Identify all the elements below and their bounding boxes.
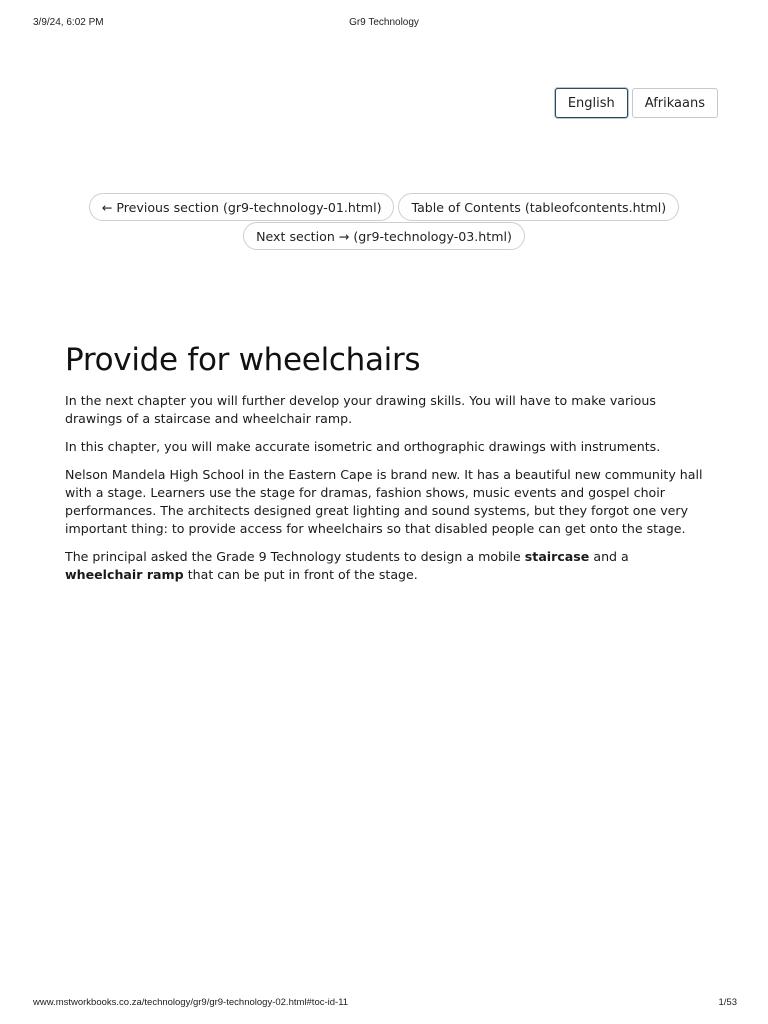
principal-paragraph [65, 548, 710, 584]
print-url: www.mstworkbooks.co.za/technology/gr9/gr9-technology-02.html#toc-id-11 [33, 997, 349, 1008]
chapter-paragraph: In this chapter, you will make accurate isometric and orthographic drawings with instruments. [65, 439, 661, 454]
staircase-term: staircase [524, 549, 590, 564]
next-section-link[interactable]: Next section → (gr9-technology-03.html) [243, 222, 525, 250]
school-paragraph: Nelson Mandela High School in the Eastern Cape is brand new. It has a beautiful new community hall with a stage. Learners use the stage for dramas, fashion shows, music events and gospel choir performances. The architects designed great lighting and sound systems, but they forgot one very important thing: to provide access for wheelchairs so that disabled people can get onto the stage. [65, 467, 703, 536]
print-footer [0, 997, 768, 1011]
page-heading: Provide for wheelchairs [65, 342, 421, 378]
print-page-title: Gr9 Technology [349, 17, 419, 28]
intro-paragraph: In the next chapter you will further develop your drawing skills. You will have to make various drawings of a staircase and wheelchair ramp. [65, 393, 656, 426]
previous-section-link[interactable]: ← Previous section (gr9-technology-01.html) [89, 193, 395, 221]
print-datetime: 3/9/24, 6:02 PM [33, 17, 104, 28]
principal-text-3: that can be put in front of the stage. [183, 567, 418, 582]
print-header [0, 17, 768, 31]
main-content [65, 338, 710, 594]
principal-text-2: and a [589, 549, 629, 564]
wheelchair-ramp-term: wheelchair ramp [65, 567, 184, 582]
principal-text-1: The principal asked the Grade 9 Technology students to design a mobile [65, 549, 525, 564]
page-number: 1/53 [718, 997, 737, 1008]
afrikaans-language-button[interactable]: Afrikaans [632, 88, 718, 118]
table-of-contents-link[interactable]: Table of Contents (tableofcontents.html) [398, 193, 679, 221]
english-language-button[interactable]: English [555, 88, 628, 118]
section-navigation [60, 193, 708, 250]
language-switcher [555, 88, 718, 118]
